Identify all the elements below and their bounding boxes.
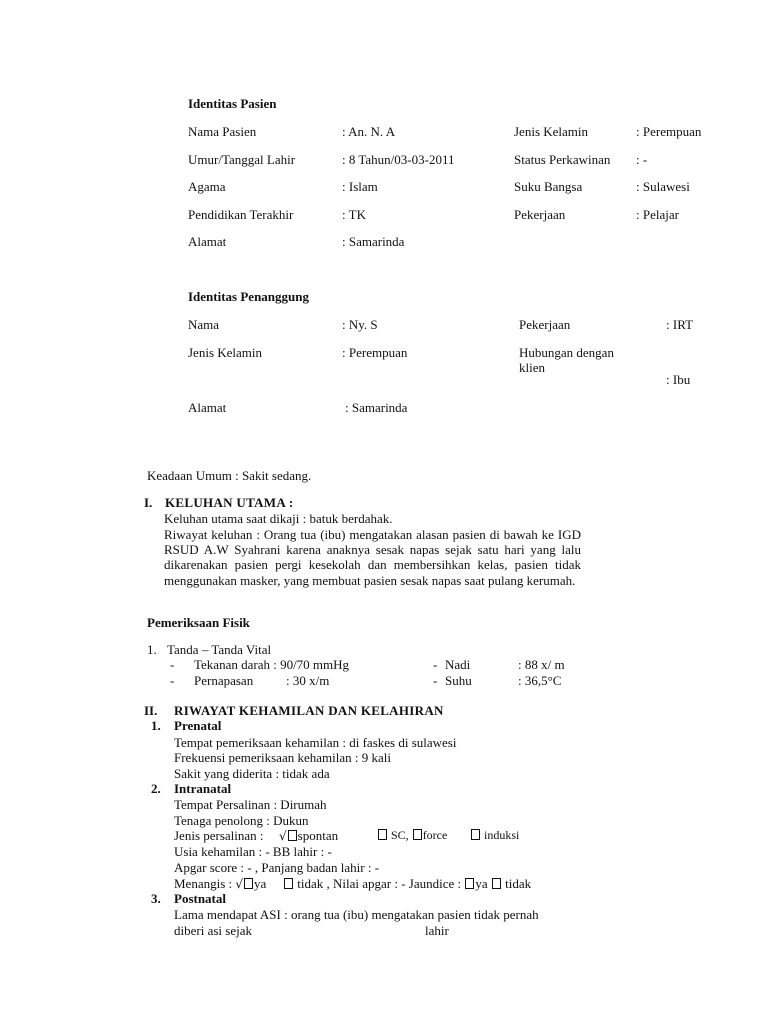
- temperature-value: : 36,5°C: [518, 673, 562, 688]
- guardian-identity-heading: Identitas Penanggung: [188, 289, 309, 304]
- vital-signs-number: 1.: [147, 642, 157, 657]
- patient-marital-label: Status Perkawinan: [514, 152, 611, 167]
- checkbox-icon: [288, 830, 297, 841]
- delivery-induksi-option: [470, 828, 519, 843]
- patient-education-value: : TK: [342, 207, 366, 222]
- guardian-gender-label: Jenis Kelamin: [188, 345, 263, 360]
- postnatal-number: 3.: [151, 891, 161, 906]
- check-mark-icon: √: [235, 877, 244, 891]
- respiration-label: Pernapasan: [194, 673, 254, 688]
- delivery-spontan-option: [279, 828, 338, 844]
- delivery-spontan-label: spontan: [297, 828, 339, 843]
- section1-number: I.: [144, 495, 153, 510]
- jaundice-ya-label: ya: [475, 876, 488, 891]
- vital-signs-title: Tanda – Tanda Vital: [167, 642, 272, 657]
- pulse-value: : 88 x/ m: [518, 657, 565, 672]
- prenatal-title: Prenatal: [174, 718, 222, 733]
- patient-name-label: Nama Pasien: [188, 124, 257, 139]
- jaundice-tidak-label: tidak: [505, 876, 532, 891]
- guardian-occupation-label: Pekerjaan: [519, 317, 571, 332]
- patient-gender-value: : Perempuan: [636, 124, 702, 139]
- physical-exam-heading: Pemeriksaan Fisik: [147, 615, 250, 630]
- section2-number: II.: [144, 703, 158, 718]
- checkbox-icon: [465, 878, 474, 889]
- patient-gender-label: Jenis Kelamin: [514, 124, 589, 139]
- checkbox-icon: [413, 829, 422, 840]
- checkbox-icon: [378, 829, 387, 840]
- crying-tidak-row: [283, 876, 531, 891]
- patient-name-value: : An. N. A: [342, 124, 396, 139]
- guardian-name-value: : Ny. S: [342, 317, 378, 332]
- section2-title: RIWAYAT KEHAMILAN DAN KELAHIRAN: [174, 703, 444, 718]
- gestational-age: Usia kehamilan : - BB lahir : -: [174, 844, 332, 859]
- postnatal-title: Postnatal: [174, 891, 226, 906]
- guardian-address-label: Alamat: [188, 400, 227, 415]
- apgar-score: Apgar score : - , Panjang badan lahir : -: [174, 860, 380, 875]
- checkbox-icon: [244, 878, 253, 889]
- guardian-relation-label-line1: Hubungan dengan: [519, 345, 614, 360]
- general-condition: Keadaan Umum : Sakit sedang.: [147, 468, 312, 483]
- guardian-name-label: Nama: [188, 317, 220, 332]
- bullet-dash: -: [170, 673, 175, 688]
- crying-ya-label: ya: [254, 876, 267, 891]
- complaint-history: Riwayat keluhan : Orang tua (ibu) mengatakan alasan pasien di bawah ke IGD RSUD A.W Syahrani karena anaknya sesak napas sejak satu hari yang lalu dikarenakan pasien pergi kesekolah dan membersihkan kelas, pasien tidak menggunakan masker, yang membuat pasien sesak napas saat pulang kerumah.: [164, 527, 581, 588]
- guardian-occupation-value: : IRT: [666, 317, 694, 332]
- prenatal-number: 1.: [151, 718, 161, 733]
- patient-age-value: : 8 Tahun/03-03-2011: [342, 152, 455, 167]
- patient-occupation-label: Pekerjaan: [514, 207, 566, 222]
- patient-ethnicity-label: Suku Bangsa: [514, 179, 583, 194]
- guardian-relation-value: : Ibu: [666, 372, 691, 387]
- crying-label: Menangis :: [174, 876, 233, 891]
- prenatal-illness: Sakit yang diderita : tidak ada: [174, 766, 330, 781]
- delivery-sc-option: [377, 828, 447, 843]
- patient-address-label: Alamat: [188, 234, 227, 249]
- patient-ethnicity-value: : Sulawesi: [636, 179, 690, 194]
- asi-duration-line1: Lama mendapat ASI : orang tua (ibu) mengatakan pasien tidak pernah: [174, 907, 539, 922]
- intranatal-title: Intranatal: [174, 781, 232, 796]
- delivery-place: Tempat Persalinan : Dirumah: [174, 797, 327, 812]
- patient-age-label: Umur/Tanggal Lahir: [188, 152, 296, 167]
- delivery-sc-label: SC,: [391, 828, 409, 842]
- patient-religion-label: Agama: [188, 179, 226, 194]
- delivery-helper: Tenaga penolong : Dukun: [174, 813, 309, 828]
- patient-address-value: : Samarinda: [342, 234, 405, 249]
- delivery-force-label: force: [422, 828, 448, 842]
- patient-identity-heading: Identitas Pasien: [188, 96, 277, 111]
- checkbox-icon: [284, 878, 293, 889]
- prenatal-place: Tempat pemeriksaan kehamilan : di faskes di sulawesi: [174, 735, 457, 750]
- delivery-induksi-label: induksi: [484, 828, 520, 842]
- checkbox-icon: [471, 829, 480, 840]
- patient-marital-value: : -: [636, 152, 648, 167]
- patient-education-label: Pendidikan Terakhir: [188, 207, 294, 222]
- prenatal-frequency: Frekuensi pemeriksaan kehamilan : 9 kali: [174, 750, 391, 765]
- bullet-dash: -: [433, 657, 438, 672]
- bullet-dash: -: [433, 673, 438, 688]
- asi-duration-line2-end: lahir: [425, 923, 449, 938]
- crying-row: [174, 876, 266, 892]
- asi-duration-line2: diberi asi sejak: [174, 923, 252, 938]
- section1-title: KELUHAN UTAMA :: [165, 495, 294, 510]
- intranatal-number: 2.: [151, 781, 161, 796]
- guardian-gender-value: : Perempuan: [342, 345, 408, 360]
- blood-pressure: Tekanan darah : 90/70 mmHg: [194, 657, 350, 672]
- delivery-type-label: Jenis persalinan :: [174, 828, 264, 843]
- guardian-address-value: : Samarinda: [345, 400, 408, 415]
- checkbox-icon: [492, 878, 501, 889]
- crying-tidak-label: tidak , Nilai apgar : - Jaundice :: [297, 876, 462, 891]
- temperature-label: Suhu: [445, 673, 472, 688]
- guardian-relation-label-line2: klien: [519, 360, 545, 375]
- chief-complaint: Keluhan utama saat dikaji : batuk berdahak.: [164, 511, 393, 526]
- patient-religion-value: : Islam: [342, 179, 378, 194]
- check-mark-icon: √: [279, 829, 287, 843]
- respiration-value: : 30 x/m: [286, 673, 330, 688]
- patient-occupation-value: : Pelajar: [636, 207, 679, 222]
- pulse-label: Nadi: [445, 657, 471, 672]
- bullet-dash: -: [170, 657, 175, 672]
